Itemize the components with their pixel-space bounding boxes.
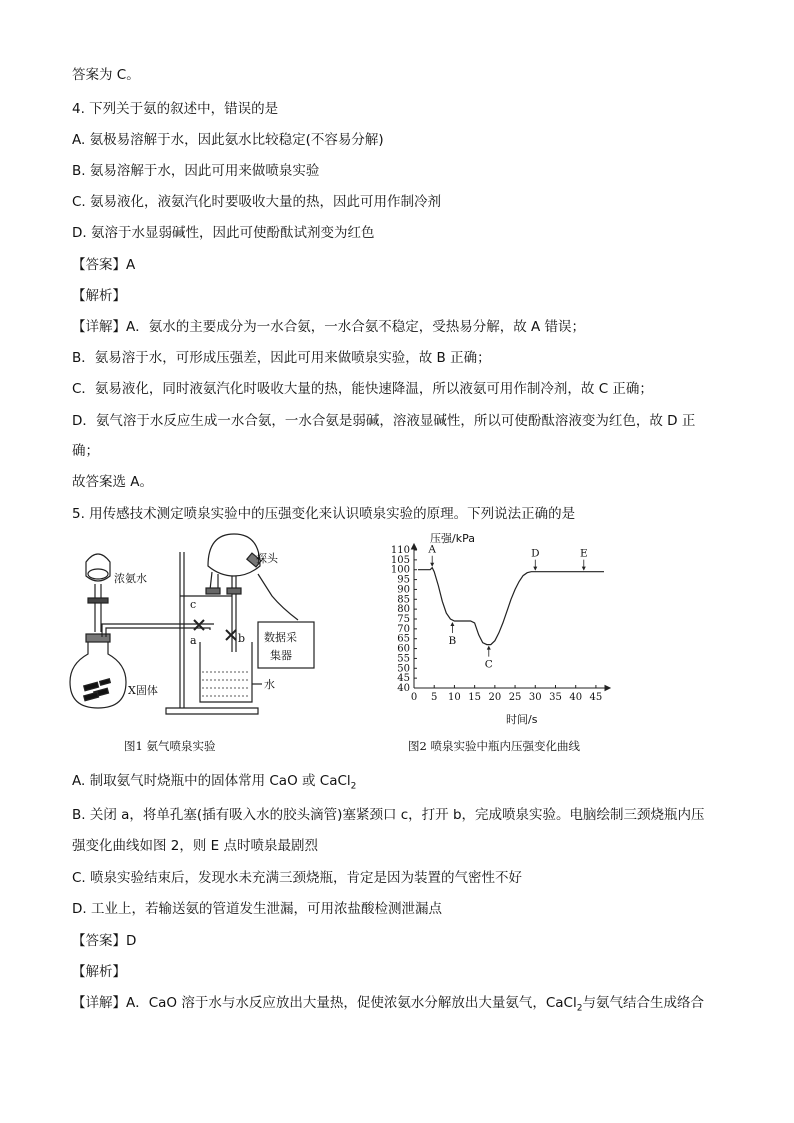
annotation-arrowhead-c bbox=[487, 646, 491, 650]
chart-ytick-label: 75 bbox=[397, 614, 410, 625]
label-b: b bbox=[238, 632, 246, 645]
label-a: a bbox=[190, 634, 197, 647]
chart-ytick-label: 70 bbox=[397, 623, 410, 635]
chart-xtick-label: 35 bbox=[549, 692, 562, 703]
fig2-caption: 图2 喷泉实验中瓶内压强变化曲线 bbox=[408, 739, 580, 753]
chart-ytick-label: 100 bbox=[390, 564, 410, 576]
label-c: c bbox=[190, 598, 197, 611]
q5-option-c: C. 喷泉实验结束后，发现水未充满三颈烧瓶，肯定是因为装置的气密性不好 bbox=[72, 870, 523, 886]
q5-detail-text-1b: 与氨气结合生成络合 bbox=[582, 995, 704, 1011]
label-collector-1: 数据采 bbox=[264, 631, 297, 644]
q5-answer bbox=[72, 932, 136, 950]
q3-answer-line: 答案为 C。 bbox=[72, 67, 140, 83]
q4-option-b: B. 氨易溶解于水，因此可用来做喷泉实验 bbox=[72, 163, 320, 179]
annotation-arrowhead-e bbox=[582, 567, 586, 571]
chart-ytick-label: 50 bbox=[397, 663, 410, 675]
q5-detail-sub: 2 bbox=[576, 1003, 583, 1014]
q4-detail-2: B．氨易溶于水，可形成压强差，因此可用来做喷泉实验，故 B 正确； bbox=[72, 350, 491, 366]
label-water: 水 bbox=[264, 678, 275, 691]
chart-xlabel: 时间/s bbox=[506, 713, 538, 726]
chart-xtick-label: 20 bbox=[488, 692, 502, 703]
q4-stem: 4. 下列关于氨的叙述中，错误的是 bbox=[72, 101, 279, 117]
q4-detail-3: C．氨易液化，同时液氨汽化时吸收大量的热，能快速降温，所以液氨可用作制冷剂，故 C 正确； bbox=[72, 381, 653, 397]
chart-ytick-label: 45 bbox=[397, 673, 410, 685]
chart-xtick-label: 45 bbox=[589, 692, 603, 703]
q4-answer-value: A bbox=[126, 257, 136, 273]
q5-answer-value: D bbox=[126, 933, 137, 949]
q5-option-a-text: A. 制取氨气时烧瓶中的固体常用 CaO 或 CaCl bbox=[72, 773, 351, 789]
fig1-caption: 图1 氨气喷泉实验 bbox=[124, 739, 216, 753]
annotation-arrowhead-a bbox=[430, 563, 434, 567]
q4-detail-4: D．氨气溶于水反应生成一水合氨，一水合氨是弱碱，溶液显碱性，所以可使酚酞溶液变为红色，故 D 正 bbox=[72, 413, 696, 429]
chart-ylabel: 压强/kPa bbox=[430, 532, 475, 545]
chart-ytick-label: 85 bbox=[397, 594, 410, 606]
annotation-arrowhead-d bbox=[533, 567, 537, 571]
q4-detail-1 bbox=[72, 318, 585, 336]
label-ammonia: 浓氨水 bbox=[114, 572, 147, 585]
annotation-arrowhead-b bbox=[450, 622, 454, 626]
annotation-e: E bbox=[579, 547, 588, 560]
chart-ytick-label: 105 bbox=[390, 554, 410, 566]
chart-ytick-label: 60 bbox=[397, 643, 410, 655]
chart-xtick-label: 5 bbox=[431, 692, 438, 703]
chart-ytick-label: 110 bbox=[390, 545, 410, 556]
q5-option-b-1: B. 关闭 a，将单孔塞(插有吸入水的胶头滴管)塞紧颈口 c，打开 b，完成喷泉实验。电脑绘制三颈烧瓶内压 bbox=[72, 807, 705, 823]
q5-option-a bbox=[72, 772, 356, 796]
fig2-pressure-chart bbox=[372, 530, 622, 726]
q4-option-d: D. 氨溶于水显弱碱性，因此可使酚酞试剂变为红色 bbox=[72, 225, 375, 241]
chart-xtick-label: 10 bbox=[448, 692, 461, 703]
q4-detail-tag: 【详解】 bbox=[72, 319, 126, 335]
chart-xtick-label: 0 bbox=[410, 692, 418, 703]
q4-analysis-tag: 【解析】 bbox=[72, 288, 126, 304]
chart-y-arrow bbox=[412, 544, 417, 549]
annotation-b: B bbox=[448, 634, 457, 647]
label-collector-2: 集器 bbox=[270, 649, 292, 662]
chart-ytick-label: 80 bbox=[397, 604, 410, 616]
flask-body bbox=[70, 642, 126, 708]
q4-detail-5: 确； bbox=[72, 443, 99, 459]
chart-xtick-label: 15 bbox=[468, 692, 482, 703]
funnel-cap bbox=[88, 569, 108, 579]
q4-option-a: A. 氨极易溶解于水，因此氨水比较稳定(不容易分解) bbox=[72, 132, 384, 148]
q5-option-b-2: 强变化曲线如图 2，则 E 点时喷泉最剧烈 bbox=[72, 838, 318, 854]
chart-xtick-label: 25 bbox=[508, 692, 522, 703]
fig1-apparatus bbox=[62, 532, 348, 722]
chart-ytick-label: 90 bbox=[397, 584, 410, 596]
q4-conclusion: 故答案选 A。 bbox=[72, 474, 154, 490]
q5-detail-text-1a: A．CaO 溶于水与水反应放出大量热，促使浓氨水分解放出大量氨气，CaCl bbox=[126, 995, 577, 1011]
chart-ytick-label: 95 bbox=[397, 574, 410, 586]
q5-analysis-tag: 【解析】 bbox=[72, 964, 126, 980]
q4-answer bbox=[72, 256, 135, 274]
q5-detail-tag: 【详解】 bbox=[72, 995, 126, 1011]
q5-stem: 5. 用传感技术测定喷泉实验中的压强变化来认识喷泉实验的原理。下列说法正确的是 bbox=[72, 506, 576, 522]
pressure-curve bbox=[418, 568, 604, 645]
q4-detail-text-1: A．氨水的主要成分为一水合氨，一水合氨不稳定，受热易分解，故 A 错误； bbox=[126, 319, 586, 335]
q5-detail-1 bbox=[72, 994, 704, 1018]
chart-ytick-label: 65 bbox=[397, 633, 410, 645]
q4-option-c: C. 氨易液化，液氨汽化时要吸收大量的热，因此可用作制冷剂 bbox=[72, 194, 442, 210]
q5-option-a-sub: 2 bbox=[350, 781, 357, 792]
chart-xtick-label: 40 bbox=[569, 692, 583, 703]
annotation-a: A bbox=[428, 543, 436, 556]
chart-ytick-label: 40 bbox=[397, 683, 410, 694]
chart-ytick-label: 55 bbox=[397, 653, 410, 665]
q5-answer-tag: 【答案】 bbox=[72, 933, 126, 949]
q4-answer-tag: 【答案】 bbox=[72, 257, 126, 273]
label-solid: X固体 bbox=[128, 684, 158, 697]
chart-xtick-label: 30 bbox=[528, 692, 542, 703]
label-probe: 探头 bbox=[256, 552, 278, 565]
annotation-c: C bbox=[484, 658, 493, 671]
chart-x-arrow bbox=[605, 686, 610, 691]
annotation-d: D bbox=[531, 547, 540, 560]
q5-option-d: D. 工业上，若输送氨的管道发生泄漏，可用浓盐酸检测泄漏点 bbox=[72, 901, 442, 917]
